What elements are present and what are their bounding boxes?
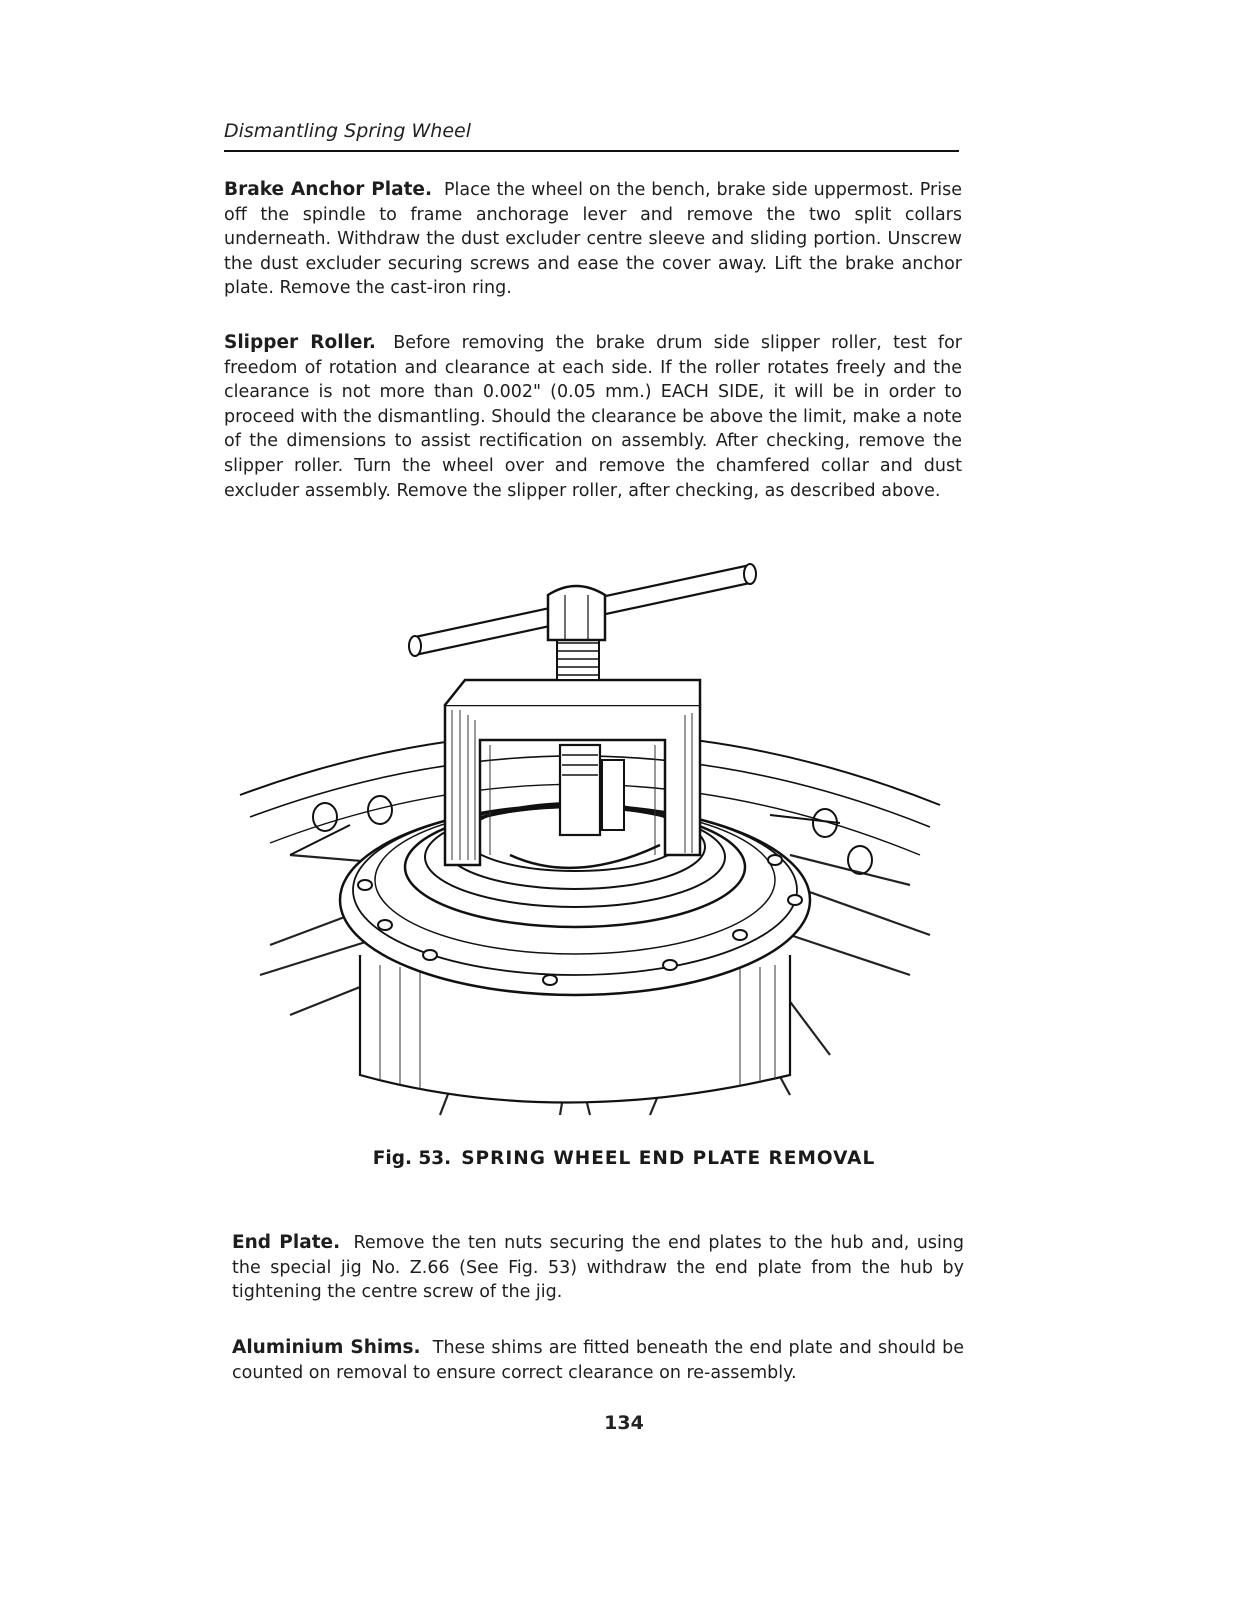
- heading-brake-anchor-plate: Brake Anchor Plate.: [224, 179, 432, 200]
- text-aluminium-shims: These shims are fitted beneath the end plate and should be counted on removal to ensure correct clearance on re-assembly.: [232, 1338, 964, 1383]
- heading-aluminium-shims: Aluminium Shims.: [232, 1337, 421, 1358]
- page-number: 134: [604, 1412, 644, 1434]
- figure-number: Fig. 53.: [372, 1148, 452, 1169]
- text-slipper-roller: Before removing the brake drum side slipper roller, test for freedom of rotation and clearance at each side. If the roller rotates freely and the clearance is not more than 0.002" (0.05 mm.) EACH SIDE, it will be in order to proceed with the dismantling. Should the clearance be above the limit, make a note of the dimensions to assist rectification on assembly. After checking, remove the slipper roller. Turn the wheel over and remove the chamfered collar and dust excluder assembly. Remove the slipper roller, after checking, as described above.: [224, 333, 962, 501]
- figure-caption: [0, 1148, 1248, 1169]
- text-end-plate: Remove the ten nuts securing the end plates to the hub and, using the special jig No. Z.66 (See Fig. 53) withdraw the end plate from the hub by tightening the centre screw of the jig.: [232, 1233, 965, 1303]
- paragraph-end-plate: [232, 1231, 964, 1305]
- header-rule: [224, 150, 959, 152]
- paragraph-slipper-roller: [224, 331, 962, 503]
- heading-slipper-roller: Slipper Roller.: [224, 332, 376, 353]
- paragraph-brake-anchor-plate: [224, 178, 962, 301]
- paragraph-aluminium-shims: [232, 1336, 964, 1385]
- heading-end-plate: End Plate.: [232, 1232, 341, 1253]
- figure-53-illustration: [230, 555, 950, 1125]
- running-head: Dismantling Spring Wheel: [224, 120, 471, 142]
- figure-title: SPRING WHEEL END PLATE REMOVAL: [461, 1148, 876, 1169]
- text-brake-anchor-plate: Place the wheel on the bench, brake side uppermost. Prise off the spindle to frame anchorage lever and remove the two split collars underneath. Withdraw the dust excluder centre sleeve and sliding portion. Unscrew the dust excluder securing screws and ease the cover away. Lift the brake anchor plate. Remove the cast-iron ring.: [224, 180, 962, 299]
